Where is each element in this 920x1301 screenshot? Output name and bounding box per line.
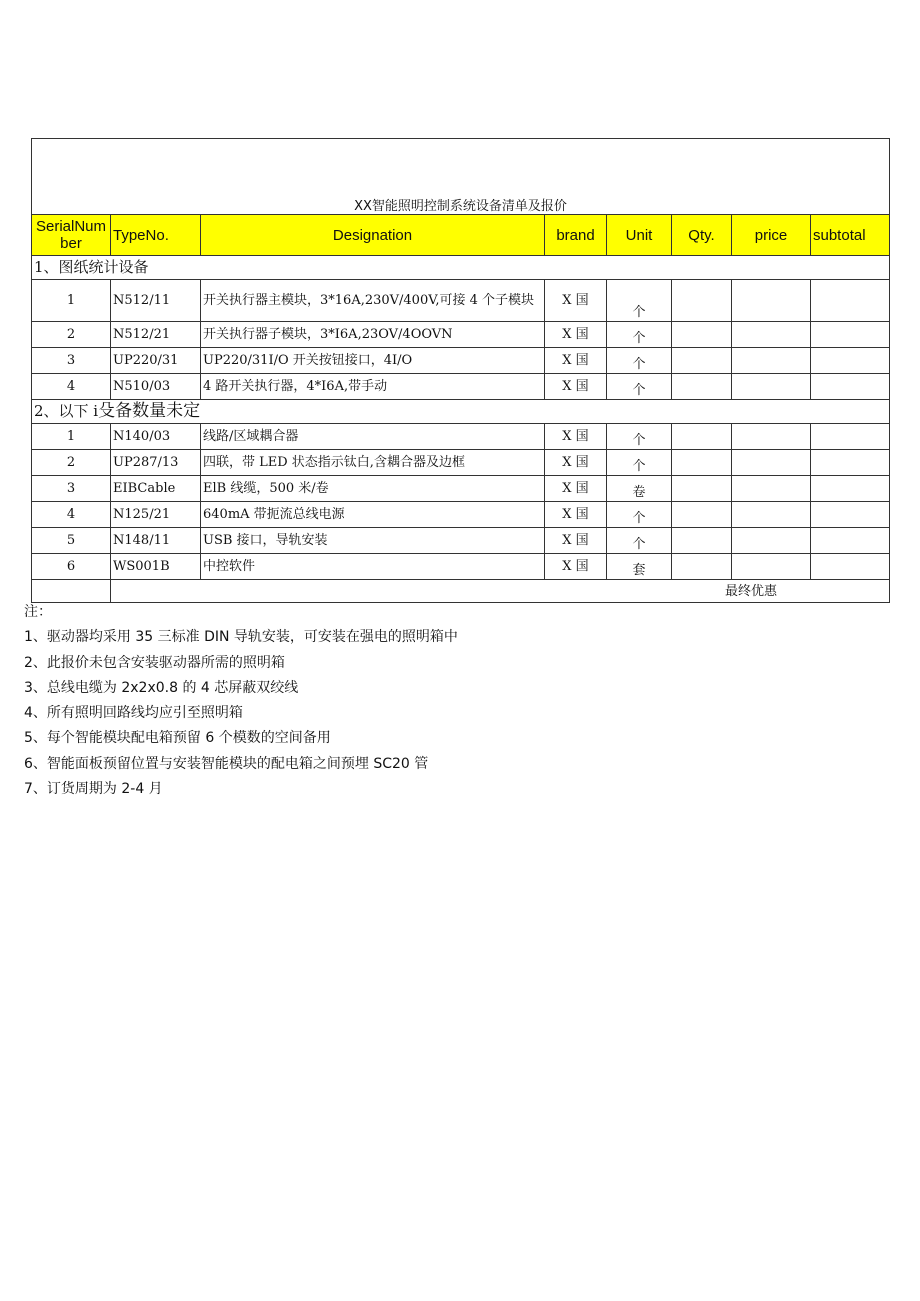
type-cell: N510/03 (111, 374, 201, 400)
qty-cell[interactable] (672, 502, 732, 528)
subtotal-cell[interactable] (811, 280, 890, 322)
type-cell: N148/11 (111, 528, 201, 554)
header-subtotal: subtotal (811, 215, 890, 256)
subtotal-cell[interactable] (811, 476, 890, 502)
section-1-label: 1、图纸统计设备 (32, 256, 890, 280)
designation-cell: 线路/区域耦合器 (201, 424, 545, 450)
table-row (32, 554, 890, 580)
quotation-table (31, 138, 890, 603)
unit-cell: 个 (607, 450, 672, 476)
type-cell: N125/21 (111, 502, 201, 528)
brand-cell: X 国 (545, 348, 607, 374)
section-2-row (32, 400, 890, 424)
price-cell[interactable] (732, 476, 811, 502)
table-row (32, 476, 890, 502)
section-1-row (32, 256, 890, 280)
subtotal-cell[interactable] (811, 322, 890, 348)
header-brand: brand (545, 215, 607, 256)
unit-cell: 套 (607, 554, 672, 580)
section-2-label-tail: 殳备数量未定 (98, 401, 201, 421)
qty-cell[interactable] (672, 374, 732, 400)
header-serial: SerialNum ber (32, 215, 111, 256)
section-2-label-head: 2、以下 i (34, 402, 99, 420)
subtotal-cell[interactable] (811, 528, 890, 554)
type-cell: UP287/13 (111, 450, 201, 476)
table-row (32, 424, 890, 450)
designation-cell: 4 路开关执行器，4*I6A,带手动 (201, 374, 545, 400)
designation-cell: ElB 线缆，500 米/卷 (201, 476, 545, 502)
designation-cell: UP220/31I/O 开关按钮接口，4I/O (201, 348, 545, 374)
brand-cell: X 国 (545, 450, 607, 476)
designation-cell: 中控软件 (201, 554, 545, 580)
serial-cell: 3 (32, 348, 111, 374)
price-cell[interactable] (732, 322, 811, 348)
price-cell[interactable] (732, 450, 811, 476)
qty-cell[interactable] (672, 348, 732, 374)
designation-cell: 四联，带 LED 状态指示钛白,含耦合器及边框 (201, 450, 545, 476)
section-2-label (32, 400, 890, 424)
table-title: XX智能照明控制系统设备清单及报价 (32, 139, 890, 215)
serial-cell: 5 (32, 528, 111, 554)
price-cell[interactable] (732, 528, 811, 554)
table-row (32, 528, 890, 554)
brand-cell: X 国 (545, 528, 607, 554)
header-unit: Unit (607, 215, 672, 256)
note-item: 6、智能面板预留位置与安装智能模块的配电箱之间预埋 SC20 管 (24, 755, 429, 772)
brand-cell: X 国 (545, 476, 607, 502)
type-cell: N512/11 (111, 280, 201, 322)
type-cell: N140/03 (111, 424, 201, 450)
subtotal-cell[interactable] (811, 502, 890, 528)
price-cell[interactable] (732, 554, 811, 580)
table-row (32, 502, 890, 528)
note-item: 3、总线电缆为 2x2x0.8 的 4 芯屏蔽双绞线 (24, 679, 299, 696)
subtotal-cell[interactable] (811, 450, 890, 476)
price-cell[interactable] (732, 502, 811, 528)
brand-cell: X 国 (545, 502, 607, 528)
serial-cell: 2 (32, 322, 111, 348)
header-designation: Designation (201, 215, 545, 256)
type-cell: UP220/31 (111, 348, 201, 374)
unit-cell: 个 (607, 348, 672, 374)
notes-block (24, 600, 724, 802)
unit-cell: 个 (607, 280, 672, 322)
header-type: TypeNo. (111, 215, 201, 256)
note-item: 1、驱动器均采用 35 三标准 DIN 导轨安装，可安装在强电的照明箱中 (24, 629, 458, 646)
designation-cell: 开关执行器主模块，3*16A,230V/400V,可接 4 个子模块 (201, 280, 545, 322)
price-cell[interactable] (732, 348, 811, 374)
subtotal-cell[interactable] (811, 348, 890, 374)
serial-cell: 4 (32, 502, 111, 528)
brand-cell: X 国 (545, 280, 607, 322)
table-row (32, 348, 890, 374)
qty-cell[interactable] (672, 322, 732, 348)
brand-cell: X 国 (545, 322, 607, 348)
brand-cell: X 国 (545, 374, 607, 400)
type-cell: WS001B (111, 554, 201, 580)
brand-cell: X 国 (545, 554, 607, 580)
type-cell: N512/21 (111, 322, 201, 348)
price-cell[interactable] (732, 374, 811, 400)
price-cell[interactable] (732, 424, 811, 450)
subtotal-cell[interactable] (811, 554, 890, 580)
qty-cell[interactable] (672, 280, 732, 322)
designation-cell: 640mA 带扼流总线电源 (201, 502, 545, 528)
table-row (32, 280, 890, 322)
qty-cell[interactable] (672, 424, 732, 450)
serial-cell: 4 (32, 374, 111, 400)
note-item: 7、订货周期为 2-4 月 (24, 781, 163, 798)
subtotal-cell[interactable] (811, 374, 890, 400)
qty-cell[interactable] (672, 554, 732, 580)
unit-cell: 个 (607, 502, 672, 528)
unit-cell: 个 (607, 322, 672, 348)
unit-cell: 卷 (607, 476, 672, 502)
designation-cell: 开关执行器子模块，3*I6A,23OV/4OOVN (201, 322, 545, 348)
header-price: price (732, 215, 811, 256)
note-item: 2、此报价未包含安装驱动器所需的照明箱 (24, 654, 285, 671)
qty-cell[interactable] (672, 450, 732, 476)
type-cell: EIBCable (111, 476, 201, 502)
table-row (32, 374, 890, 400)
table-row (32, 322, 890, 348)
serial-cell: 1 (32, 280, 111, 322)
qty-cell[interactable] (672, 476, 732, 502)
subtotal-cell[interactable] (811, 424, 890, 450)
serial-cell: 2 (32, 450, 111, 476)
brand-cell: X 国 (545, 424, 607, 450)
unit-cell: 个 (607, 528, 672, 554)
serial-cell: 6 (32, 554, 111, 580)
header-qty: Qty. (672, 215, 732, 256)
designation-cell: USB 接口，导轨安装 (201, 528, 545, 554)
title-row (32, 139, 890, 215)
notes-title: 注： (24, 604, 52, 620)
serial-cell: 3 (32, 476, 111, 502)
note-item: 5、每个智能模块配电箱预留 6 个模数的空间备用 (24, 730, 331, 747)
final-discount-label: 最终优惠 (111, 580, 890, 603)
serial-cell: 1 (32, 424, 111, 450)
price-cell[interactable] (732, 280, 811, 322)
qty-cell[interactable] (672, 528, 732, 554)
table-row (32, 450, 890, 476)
note-item: 4、所有照明回路线均应引至照明箱 (24, 705, 243, 722)
unit-cell: 个 (607, 374, 672, 400)
unit-cell: 个 (607, 424, 672, 450)
header-row (32, 215, 890, 256)
